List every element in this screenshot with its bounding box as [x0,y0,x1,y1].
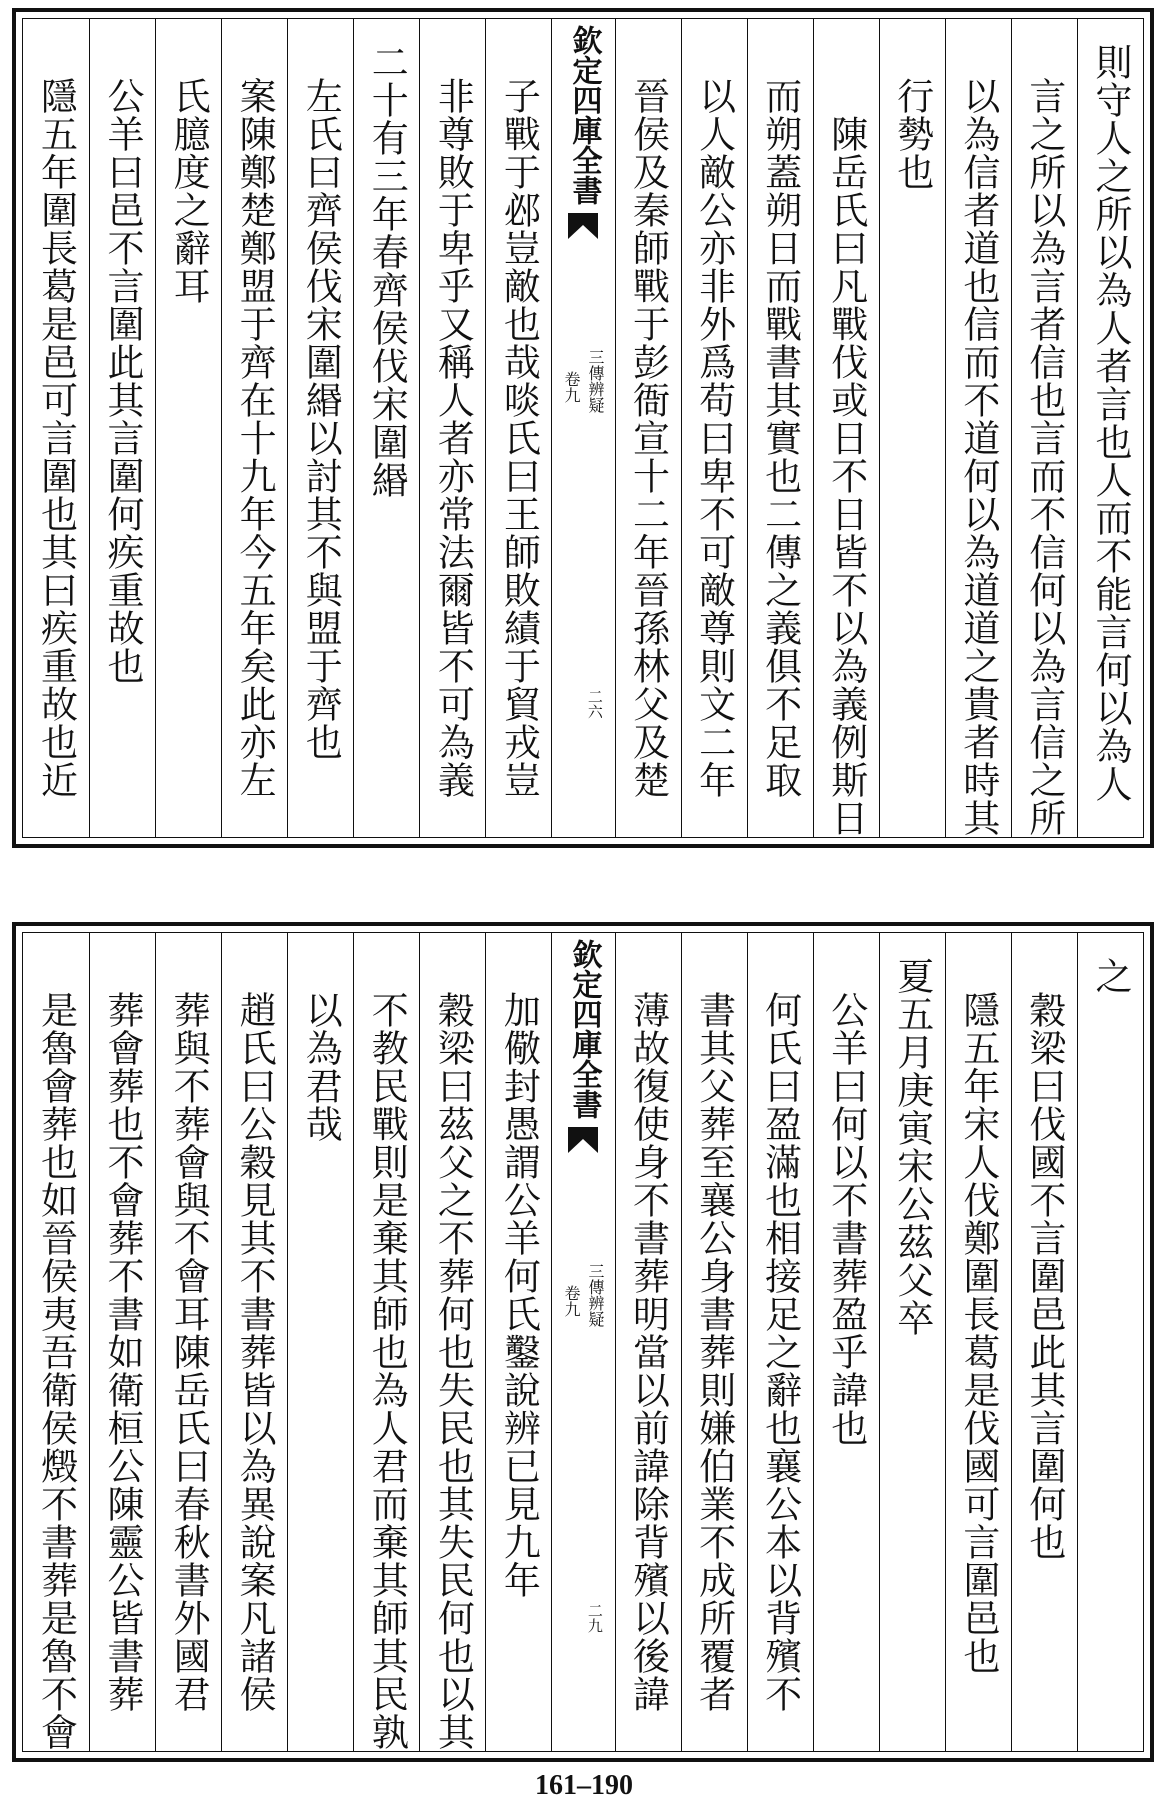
text-columns-lower [23,933,1143,1751]
column-text: 左氏曰齊侯伐宋圍緡以討其不與盟于齊也 [299,77,343,761]
page-upper [12,8,1154,848]
text-column [23,933,89,1751]
text-column [419,933,485,1751]
text-column [89,19,155,837]
column-text: 隱五年宋人伐鄭圍長葛是伐國可言圍邑也 [956,991,1000,1675]
text-column [23,19,89,837]
column-text: 不教民戰則是棄其師也為人君而棄其師其民孰 [365,991,409,1751]
column-text: 二十有三年春齊侯伐宋圍緡 [365,43,409,499]
column-text: 則守人之所以為人者言也人而不能言何以為人 [1088,43,1132,803]
column-text: 葬會葬也不會葬不書如衛桓公陳靈公皆書葬 [101,991,144,1713]
text-column [485,19,551,837]
column-text: 而朔蓋朔日而戰書其實也二傳之義俱不足取 [758,77,802,799]
column-text: 以為信者道也信而不道何以為道道之貴者時其 [956,77,1000,837]
column-text: 氏臆度之辭耳 [167,77,211,305]
juan-label: 卷九 [562,371,581,403]
page-lower-frame [22,932,1144,1752]
text-column [813,19,879,837]
text-column [287,19,353,837]
juan-label: 卷九 [562,1285,581,1317]
text-column [221,19,287,837]
column-text: 案陳鄭楚鄭盟于齊在十九年今五年矣此亦左 [233,77,277,799]
column-text: 行勢也 [890,77,934,191]
text-column [813,933,879,1751]
column-text: 穀梁曰伐國不言圍邑此其言圍何也 [1022,991,1066,1561]
text-column [1077,19,1143,837]
text-column [155,933,221,1751]
book-name: 三傳辨疑 [586,349,605,413]
text-column [615,19,681,837]
centre-column-banxin [551,933,614,1751]
book-name: 三傳辨疑 [586,1263,605,1327]
column-text: 陳岳氏曰凡戰伐或日不日皆不以為義例斯日 [824,115,868,837]
header-title: 欽定四庫全書 [566,25,602,205]
text-column [945,19,1011,837]
text-column [353,933,419,1751]
text-column [1077,933,1143,1751]
text-column [747,933,813,1751]
column-text: 公羊曰邑不言圍此其言圍何疾重故也 [101,77,144,685]
text-column [879,933,945,1751]
column-text: 加儆封愚謂公羊何氏鑿說辨已見九年 [497,991,541,1599]
text-column [1011,933,1077,1751]
column-text: 以人敵公亦非外爲苟曰卑不可敵尊則文二年 [692,77,736,799]
text-column [1011,19,1077,837]
text-column [681,933,747,1751]
column-text: 穀梁曰茲父之不葬何也失民也其失民何也以其 [431,991,475,1751]
leaf-number: 二六 [585,689,604,719]
text-column [287,933,353,1751]
column-text: 薄故復使身不書葬明當以前諱除背殯以後諱 [626,991,670,1713]
text-column [615,933,681,1751]
column-text: 是魯會葬也如晉侯夷吾衛侯燬不書葬是魯不會 [34,991,78,1751]
text-column [353,19,419,837]
header-title: 欽定四庫全書 [566,939,602,1119]
text-column [681,19,747,837]
column-text: 何氏曰盈滿也相接足之辭也襄公本以背殯不 [758,991,802,1713]
column-text: 葬與不葬會與不會耳陳岳氏曰春秋書外國君 [167,991,211,1713]
text-column [419,19,485,837]
text-column [747,19,813,837]
column-text: 隱五年圍長葛是邑可言圍也其曰疾重故也近 [34,77,78,799]
column-text: 非尊敗于卑乎又稱人者亦常法爾皆不可為義 [431,77,475,799]
column-text: 書其父葬至襄公身書葬則嫌伯業不成所覆者 [692,991,736,1713]
text-column [879,19,945,837]
page-lower [12,922,1154,1762]
column-text: 言之所以為言者信也言而不信何以為言信之所 [1022,77,1066,837]
column-text: 夏五月庚寅宋公茲父卒 [890,957,934,1337]
text-column [89,933,155,1751]
fish-tail-mark-icon [568,1127,598,1153]
column-text: 之 [1088,957,1132,995]
column-text: 子戰于邲豈敵也哉啖氏曰王師敗績于貿戎豈 [497,77,541,799]
column-text: 趙氏曰公穀見其不書葬皆以為異說案凡諸侯 [233,991,277,1713]
text-columns-upper [23,19,1143,837]
leaf-number: 二九 [585,1603,604,1633]
page-upper-frame [22,18,1144,838]
text-column [945,933,1011,1751]
text-column [485,933,551,1751]
fish-tail-mark-icon [568,213,598,239]
text-column [221,933,287,1751]
centre-column-banxin [551,19,614,837]
page-footer-number: 161–190 [535,1770,633,1801]
column-text: 以為君哉 [299,991,343,1143]
column-text: 晉侯及秦師戰于彭衙宣十二年晉孫林父及楚 [626,77,670,799]
text-column [155,19,221,837]
column-text: 公羊曰何以不書葬盈乎諱也 [824,991,868,1447]
